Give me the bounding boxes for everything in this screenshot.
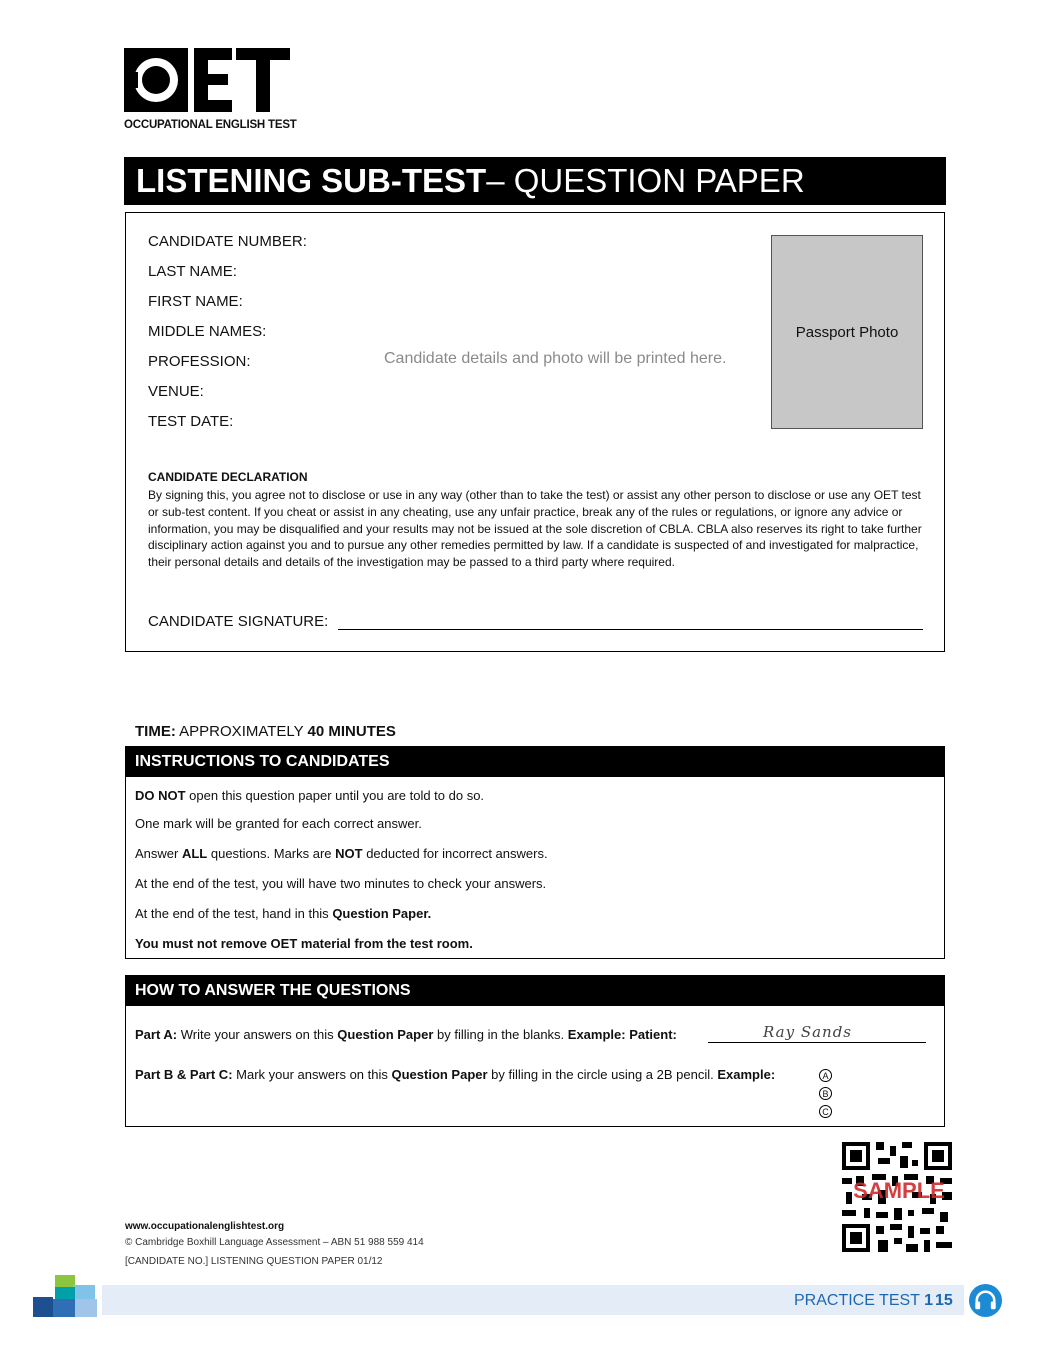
instructions-header: INSTRUCTIONS TO CANDIDATES — [126, 747, 944, 777]
signature-line[interactable] — [338, 629, 923, 630]
practice-test-label — [794, 1292, 933, 1310]
candidate-number-label: CANDIDATE NUMBER: — [148, 233, 307, 250]
instruction-bold: Question Paper — [337, 1027, 434, 1042]
footer-copyright: © Cambridge Boxhill Language Assessment – ABN 51 988 559 414 — [125, 1237, 424, 1248]
instruction-text: by filling in the circle using a 2B pencil. — [487, 1067, 718, 1082]
part-a-label: Part A: — [135, 1027, 178, 1042]
instruction-bold: NOT — [335, 846, 363, 861]
how-to-answer-header: HOW TO ANSWER THE QUESTIONS — [126, 976, 944, 1006]
instruction-text: Write your answers on this — [177, 1027, 338, 1042]
instruction-line — [135, 788, 484, 803]
signature-label: CANDIDATE SIGNATURE: — [148, 613, 329, 630]
time-label: TIME: — [135, 723, 176, 740]
instruction-line: At the end of the test, you will have two minutes to check your answers. — [135, 876, 547, 891]
declaration-text: By signing this, you agree not to disclose or use in any way (other than to take the test) or assist any other person to disclose or use any OET test or sub-test content. If you cheat or assist in any cheating, use any unfair practice, break any of the rules or regulations, or ignore any advice or information, you may be disqualified and your results may not be issued at the sole discretion of CBLA. CBLA also reserves its right to take further disciplinary action against you and to pursue any other remedies permitted by law. If a candidate is suspected of and investigated for malpractice, their personal details and details of the investigation may be passed to a third party where required. — [148, 488, 922, 570]
profession-label: PROFESSION: — [148, 353, 251, 370]
instruction-text: Mark your answers on this — [232, 1067, 392, 1082]
time-allowed — [135, 723, 396, 740]
example-answer-value: Ray Sands — [763, 1023, 853, 1041]
logo-subtitle: OCCUPATIONAL ENGLISH TEST — [124, 119, 297, 131]
footer-candidate-line: [CANDIDATE NO.] LISTENING QUESTION PAPER 01/12 — [125, 1256, 383, 1267]
page-number: 15 — [935, 1292, 953, 1309]
candidate-details-box — [125, 212, 945, 652]
instruction-bold: DO NOT — [135, 788, 186, 803]
instruction-text: deducted for incorrect answers. — [362, 846, 548, 861]
passport-photo-label: Passport Photo — [795, 323, 899, 341]
instruction-text: At the end of the test, hand in this — [135, 906, 333, 921]
sample-stamp: SAMPLE — [853, 1178, 945, 1203]
qr-code — [842, 1142, 952, 1252]
middle-names-label: MIDDLE NAMES: — [148, 323, 267, 340]
first-name-label: FIRST NAME: — [148, 293, 243, 310]
test-date-label: TEST DATE: — [148, 413, 234, 430]
how-to-answer-box — [125, 975, 945, 1127]
venue-label: VENUE: — [148, 383, 204, 400]
instruction-line — [135, 846, 548, 861]
instruction-bold: Question Paper. — [332, 906, 432, 921]
declaration-title: CANDIDATE DECLARATION — [148, 470, 308, 484]
instruction-text: Answer — [135, 846, 182, 861]
details-placeholder: Candidate details and photo will be printed here. — [384, 350, 727, 367]
example-label: Example: — [717, 1067, 776, 1082]
instruction-text: questions. Marks are — [207, 846, 336, 861]
decorative-blocks-icon — [33, 1275, 103, 1317]
headphones-icon — [968, 1283, 1003, 1318]
title-rest: – QUESTION PAPER — [486, 162, 805, 199]
part-bc-label: Part B & Part C: — [135, 1067, 233, 1082]
oet-logo — [124, 48, 297, 134]
page-title — [124, 157, 946, 205]
instruction-text: open this question paper until you are told to do so. — [185, 788, 485, 803]
footer-url[interactable]: www.occupationalenglishtest.org — [125, 1221, 285, 1232]
practice-test-text: PRACTICE TEST — [794, 1292, 920, 1309]
practice-test-number: 1 — [924, 1292, 934, 1309]
option-circle-b: B — [819, 1087, 832, 1100]
part-a-instruction — [135, 1027, 677, 1042]
passport-photo — [771, 235, 923, 429]
last-name-label: LAST NAME: — [148, 263, 237, 280]
instructions-box — [125, 746, 945, 959]
time-approx: APPROXIMATELY — [175, 723, 308, 740]
example-answer-blank — [708, 1021, 926, 1043]
example-label: Example: Patient: — [567, 1027, 677, 1042]
part-bc-instruction — [135, 1067, 775, 1082]
oet-logo-mark — [124, 48, 290, 112]
title-bold: LISTENING SUB-TEST — [136, 162, 487, 199]
time-value: 40 MINUTES — [307, 723, 396, 740]
instruction-bold: Question Paper — [391, 1067, 488, 1082]
instruction-bold: ALL — [181, 846, 208, 861]
instruction-line: One mark will be granted for each correct answer. — [135, 816, 422, 831]
option-circle-c: C — [819, 1105, 832, 1118]
instruction-line: You must not remove OET material from the test room. — [135, 936, 473, 951]
instruction-line — [135, 906, 431, 921]
option-circle-a: A — [819, 1069, 832, 1082]
instruction-text: by filling in the blanks. — [433, 1027, 568, 1042]
